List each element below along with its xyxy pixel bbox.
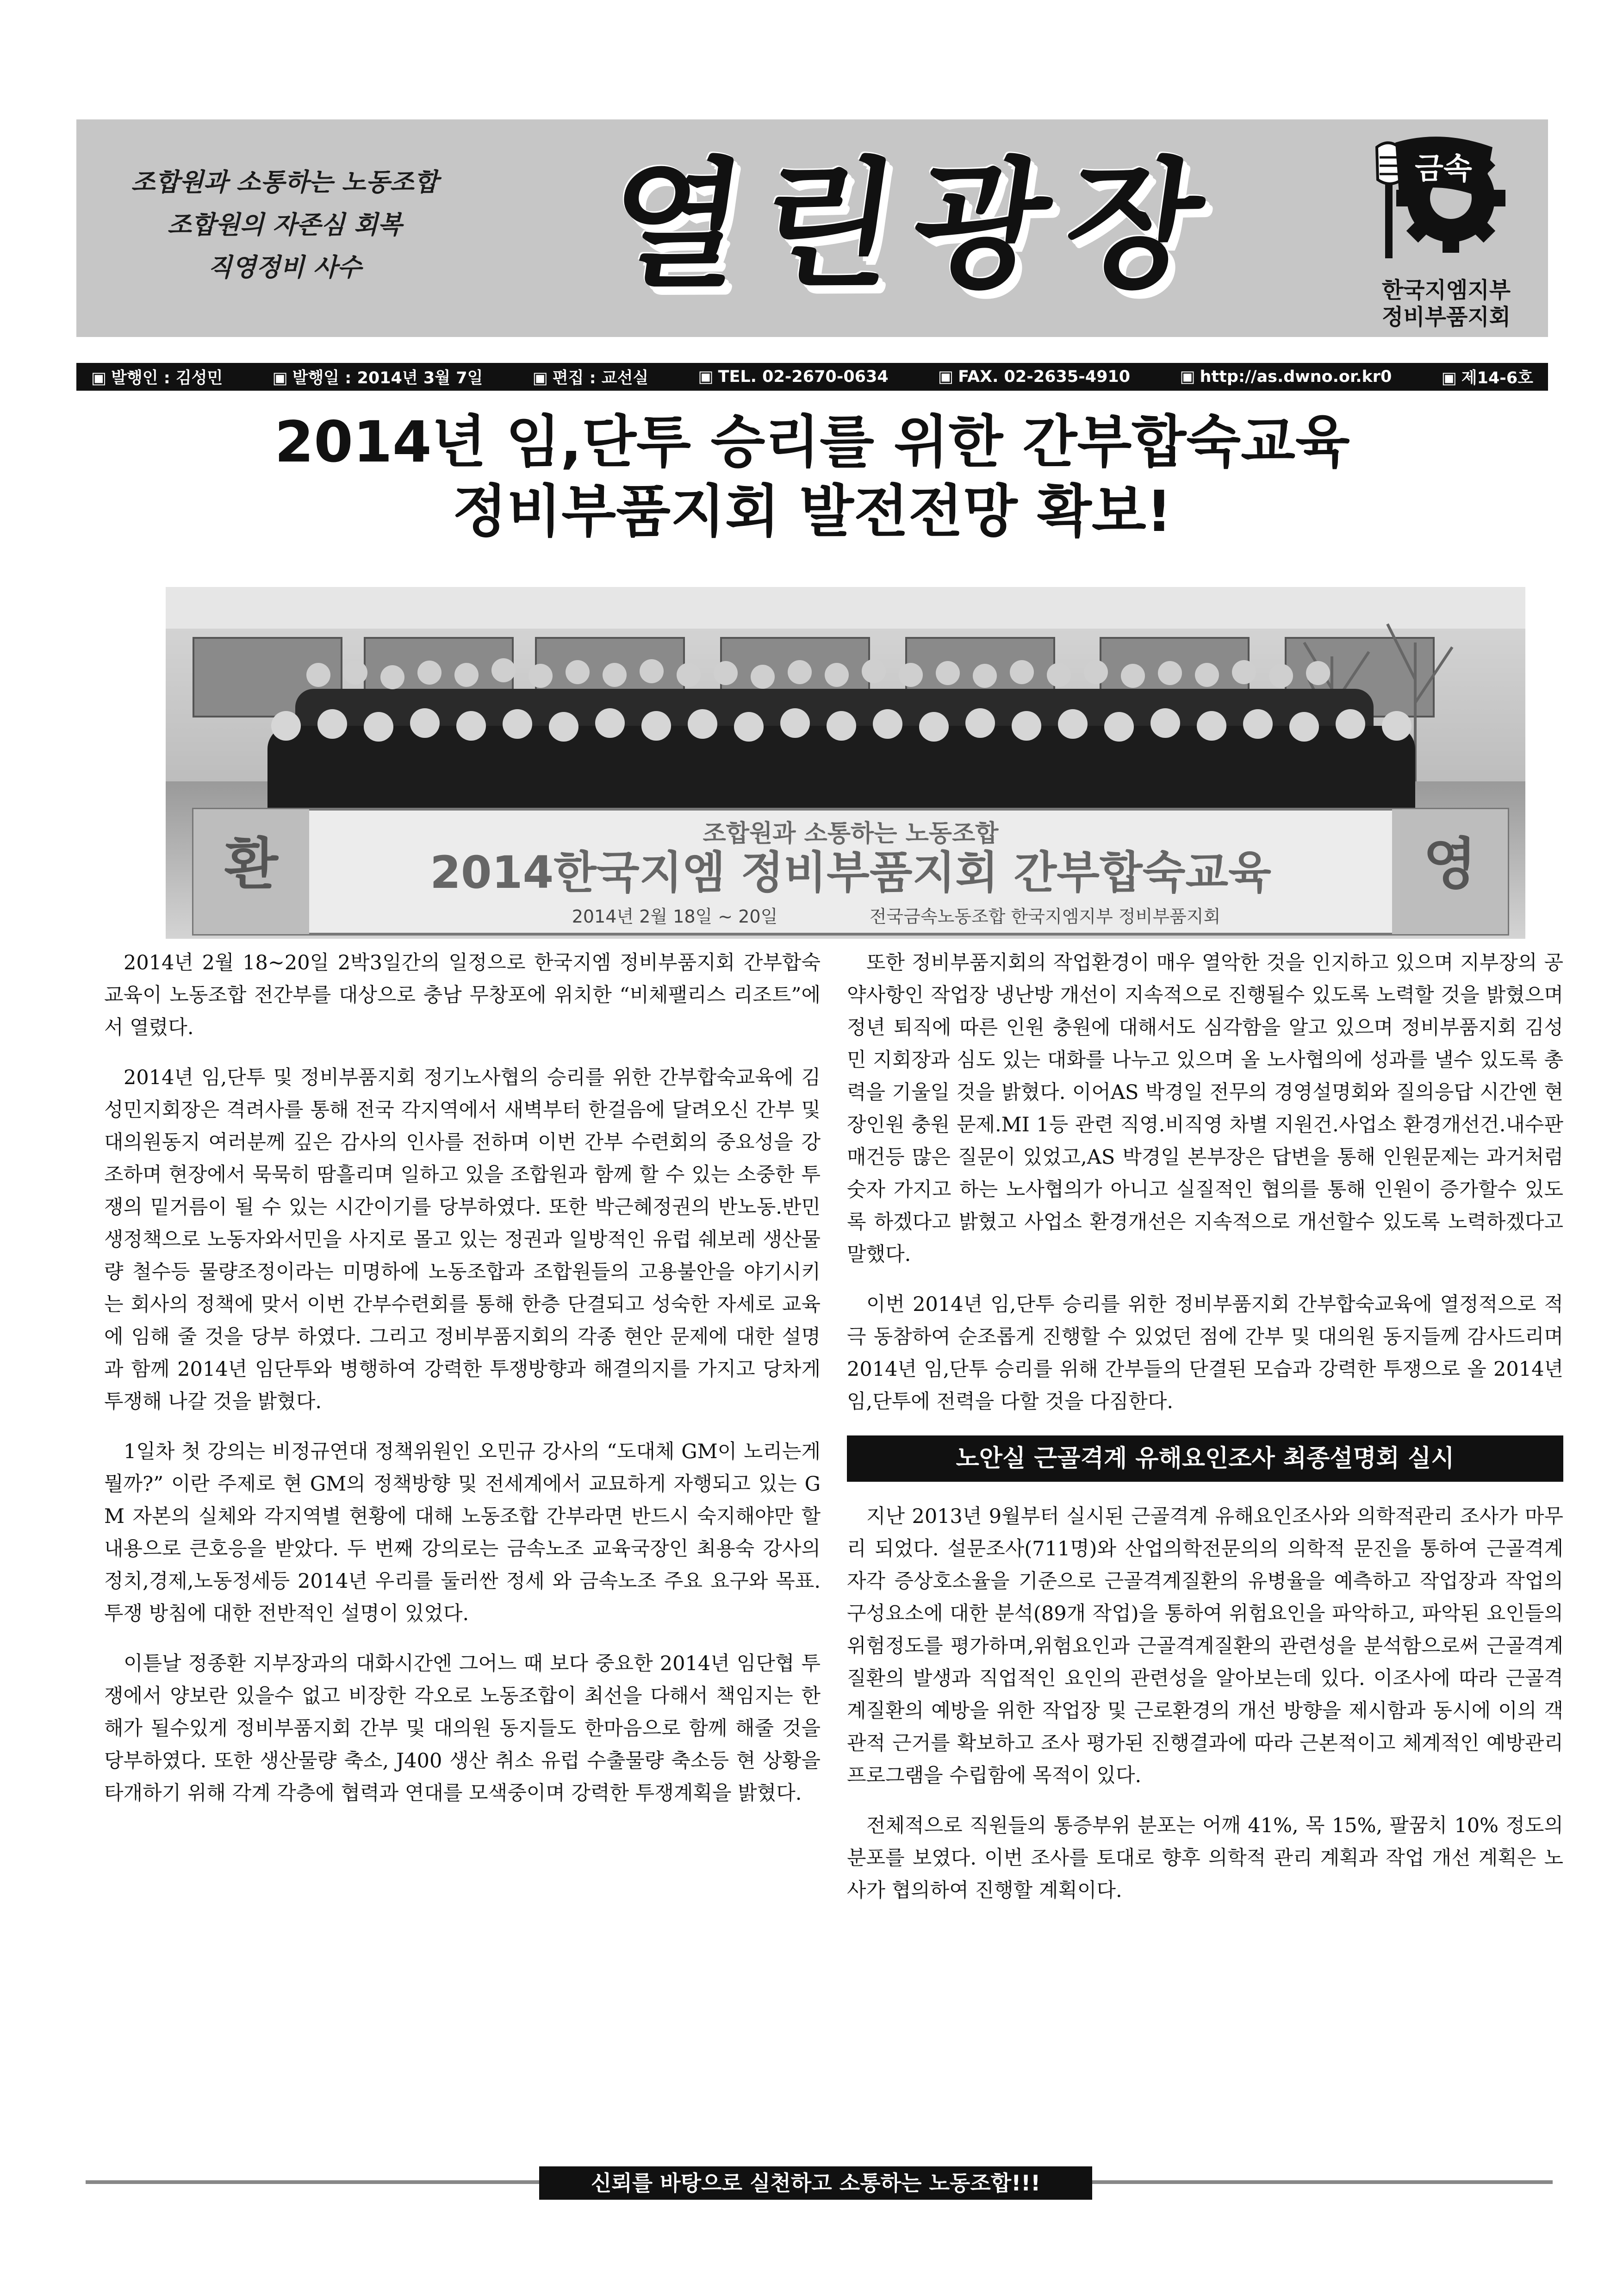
- section-heading: 노안실 근골격계 유해요인조사 최종설명회 실시: [847, 1435, 1563, 1482]
- union-logo: [1344, 129, 1548, 332]
- banner-date-text: 2014년 2월 18일 ~ 20일: [572, 906, 778, 927]
- headline-line2: 정비부품지회 발전전망 확보!: [452, 479, 1172, 544]
- banner-right-char: 영: [1423, 832, 1477, 897]
- banner-main-text: 2014한국지엠 정비부품지회 간부합숙교육: [430, 847, 1271, 898]
- banner-small-text: 조합원과 소통하는 노동조합: [703, 820, 999, 848]
- publication-info-bar: [76, 363, 1548, 391]
- logo-org-line1: 한국지엠지부: [1381, 277, 1511, 303]
- banner-left-char: 환: [224, 832, 278, 897]
- masthead: [76, 119, 1548, 337]
- article-paragraph: 이번 2014년 임,단투 승리를 위한 정비부품지회 간부합숙교육에 열정적으로 적극 동참하여 순조롭게 진행할 수 있었던 점에 간부 및 대의원 동지들께 감사드리며 2014년 임,단투 승리를 위해 간부들의 단결된 모습과 강력한 투쟁으로 올 2014년 임,단투에 전력을 다할 것을 다짐한다.: [847, 1293, 1563, 1413]
- fax-info: ▣ FAX. 02-2635-4910: [938, 368, 1130, 386]
- editor-info: ▣ 편집 : 교선실: [533, 365, 649, 388]
- slogan-block: [76, 161, 493, 289]
- banner-org-text: 전국금속노동조합 한국지엠지부 정비부품지회: [869, 906, 1221, 927]
- article-left-column: [104, 947, 821, 1827]
- article-paragraph: 1일차 첫 강의는 비정규연대 정책위원인 오민규 강사의 “도대체 GM이 노리는게 뭘까?” 이란 주제로 현 GM의 정책방향 및 전세계에서 교묘하게 자행되고 있는 GM 자본의 실체와 각지역별 현황에 대해 노동조합 간부라면 반드시 숙지해야만 할 내용으로 큰호응을 받았다. 두 번째 강의로는 금속노조 교육국장인 최용숙 강사의 정치,경제,노동정세등 2014년 우리를 둘러싼 정세 와 금속노조 주요 요구와 목표.투쟁 방침에 대한 전반적인 설명이 있었다.: [104, 1440, 821, 1625]
- issue-number: ▣ 제14-6호: [1442, 365, 1533, 388]
- headline-line1: 2014년 임,단투 승리를 위한 간부합숙교육: [274, 409, 1350, 475]
- article-paragraph: 2014년 2월 18~20일 2박3일간의 일정으로 한국지엠 정비부품지회 간부합숙교육이 노동조합 전간부를 대상으로 충남 무창포에 위치한 “비체팰리스 리조트”에서 열렸다.: [104, 951, 821, 1039]
- section-paragraph: 지난 2013년 9월부터 실시된 근골격계 유해요인조사와 의학적관리 조사가 마무리 되었다. 설문조사(711명)와 산업의학전문의의 의학적 문진을 통하여 근골격계 자각 증상호소율을 기준으로 근골격계질환의 유병율을 예측하고 작업장과 작업의 구성요소에 대한 분석(89개 작업)을 통하여 위험요인을 파악하고, 파악된 요인들의 위험정도를 평가하며,위험요인과 근골격계질환의 관련성을 분석함으로써 근골격계질환의 발생과 직업적인 요인의 관련성을 알아보는데 있다. 이조사에 따라 근골격계질환의 예방을 위한 작업장 및 근로환경의 개선 방향을 제시함과 동시에 이의 객관적 근거를 확보하고 조사 평가된 진행결과에 따라 근본적이고 체계적인 예방관리프로그램을 수립함에 목적이 있다.: [847, 1505, 1563, 1787]
- logo-org-line2: 정비부품지회: [1381, 304, 1511, 330]
- newspaper-title: 열린광장: [597, 145, 1231, 306]
- article-paragraph: 2014년 임,단투 및 정비부품지회 정기노사협의 승리를 위한 간부합숙교육에 김성민지회장은 격려사를 통해 전국 각지역에서 새벽부터 한걸음에 달려오신 간부 및 대의원동지 여러분께 깊은 감사의 인사를 전하며 이번 간부 수련회의 중요성을 강조하며 현장에서 묵묵히 땀흘리며 일하고 있을 조합원과 함께 할 수 있는 소중한 투쟁의 밑거름이 될 수 있는 시간이기를 당부하였다. 또한 박근혜정권의 반노동.반민생정책으로 노동자와서민을 사지로 몰고 있는 정권과 일방적인 유럽 쉐보레 생산물량 철수등 물량조정이라는 미명하에 노동조합과 조합원들의 고용불안을 야기시키는 회사의 정책에 맞서 이번 간부수련회를 통해 한층 단결되고 성숙한 자세로 교육에 임해 줄 것을 당부 하였다. 그리고 정비부품지회의 각종 현안 문제에 대한 설명과 함께 2014년 임단투와 병행하여 강력한 투쟁방향과 해결의지를 가지고 당차게 투쟁해 나갈 것을 밝혔다.: [104, 1066, 821, 1413]
- publisher-info: ▣ 발행인 : 김성민: [91, 365, 223, 388]
- website-link[interactable]: ▣ http://as.dwno.or.kr0: [1180, 368, 1392, 386]
- main-headline: [76, 407, 1548, 546]
- group-photo: [166, 587, 1525, 939]
- article-paragraph: 또한 정비부품지회의 작업환경이 매우 열악한 것을 인지하고 있으며 지부장의 공약사항인 작업장 냉난방 개선이 지속적으로 진행될수 있도록 노력할 것을 밝혔으며 정년 퇴직에 따른 인원 충원에 대해서도 심각함을 알고 있으며 정비부품지회 김성민 지회장과 심도 있는 대화를 나누고 있으며 올 노사협의에 성과를 낼수 있도록 총력을 기울일 것을 밝혔다. 이어AS 박경일 전무의 경영설명회와 질의응답 시간엔 현장인원 충원 문제.MI 1등 관련 직영.비직영 차별 지원건.사업소 환경개선건.내수판매건등 많은 질문이 있었고,AS 박경일 본부장은 답변을 통해 인원문제는 과거처럼 숫자 가지고 하는 노사협의가 아니고 실질적인 협의를 통해 인원이 증가할수 있도록 하겠다고 밝혔고 사업소 환경개선은 지속적으로 개선할수 있도록 노력하겠다고 말했다.: [847, 951, 1563, 1266]
- tel-info: ▣ TEL. 02-2670-0634: [698, 368, 889, 386]
- slogan-line: 조합원의 자존심 회복: [167, 210, 402, 239]
- publish-date-info: ▣ 발행일 : 2014년 3월 7일: [273, 365, 483, 388]
- fist-gear-flag-icon: [1344, 129, 1548, 263]
- footer-motto: 신뢰를 바탕으로 실천하고 소통하는 노동조합!!!: [539, 2166, 1092, 2200]
- slogan-line: 직영정비 사수: [208, 253, 361, 282]
- logo-flag-text: 금속: [1415, 152, 1472, 186]
- article-right-column: [847, 947, 1563, 1924]
- article-paragraph: 이튿날 정종환 지부장과의 대화시간엔 그어느 때 보다 중요한 2014년 임단협 투쟁에서 양보란 있을수 없고 비장한 각오로 노동조합이 최선을 다해서 책임지는 한해가 될수있게 정비부품지회 간부 및 대의원 동지들도 한마음으로 함께 해줄 것을 당부하였다. 또한 생산물량 축소, J400 생산 취소 유럽 수출물량 축소등 현 상황을 타개하기 위해 각계 각층에 협력과 연대를 모색중이며 강력한 투쟁계획을 밝혔다.: [104, 1652, 821, 1805]
- section-paragraph: 전체적으로 직원들의 통증부위 분포는 어깨 41%, 목 15%, 팔꿈치 10% 정도의 분포를 보였다. 이번 조사를 토대로 향후 의학적 관리 계획과 작업 개선 계획은 노사가 협의하여 진행할 계획이다.: [847, 1814, 1563, 1902]
- slogan-line: 조합원과 소통하는 노동조합: [131, 168, 438, 197]
